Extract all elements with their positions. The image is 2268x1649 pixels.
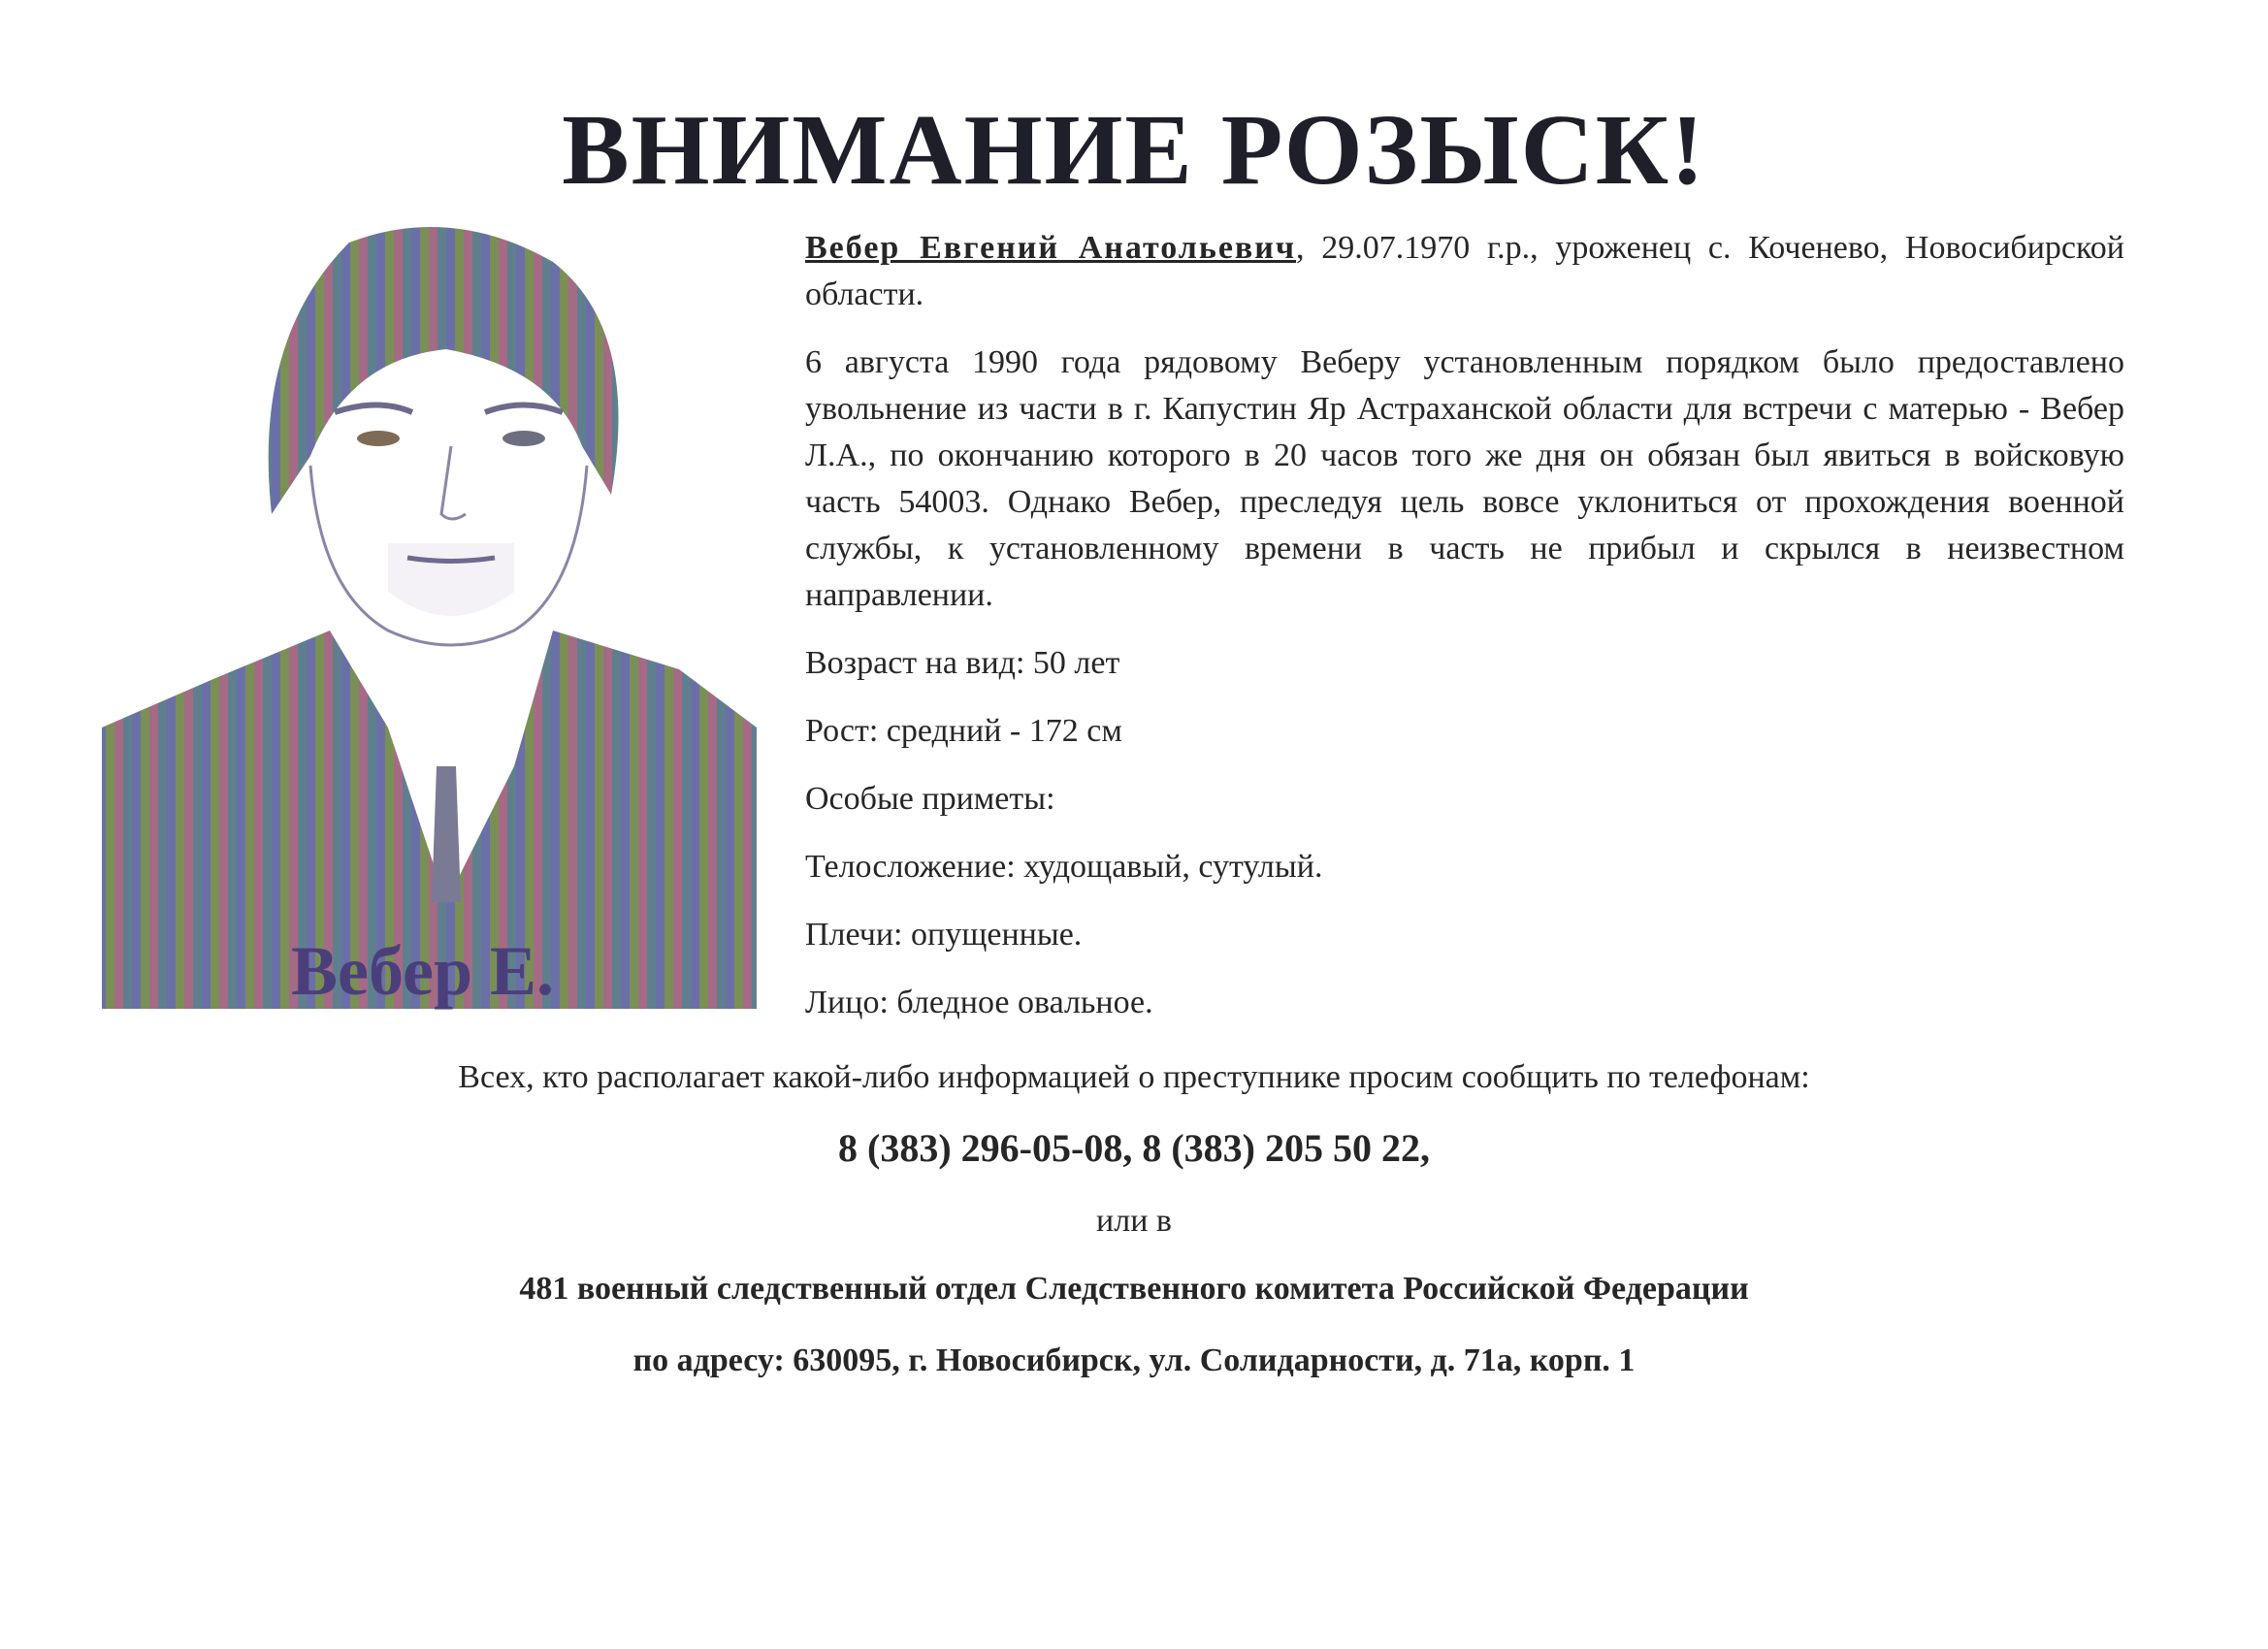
detail-marks: Особые приметы: (805, 781, 1055, 817)
contact-appeal: Всех, кто располагает какой-либо информацией о преступнике просим сообщить по телефонам: (458, 1059, 1810, 1095)
photo-caption: Вебер Е. (291, 932, 555, 1010)
detail-age: Возраст на вид: 50 лет (805, 645, 1120, 681)
detail-shoulders: Плечи: опущенные. (805, 917, 1083, 953)
suspect-info (805, 225, 2124, 1048)
detail-face: Лицо: бледное овальное. (805, 985, 1153, 1020)
poster-title: ВНИМАНИЕ РОЗЫСК! (562, 94, 1706, 206)
detail-height: Рост: средний - 172 см (805, 713, 1122, 749)
person-line (805, 225, 2124, 318)
suspect-portrait-image (97, 223, 761, 1009)
person-birth-info: , 29.07.1970 г.р., уроженец с. Коченево, Новосибирской области. (805, 230, 2124, 312)
case-description: 6 августа 1990 года рядовому Веберу установленным порядком было предоставлено увольнение из части в г. Капустин Яр Астраханской области для встречи с матерью - Вебер Л.А., по окончанию которого в 20 часов того же дня он обязан был явиться в войсковую часть 54003. Однако Вебер, преследуя цель вовсе уклониться от прохождения военной службы, к установленному времени в часть не прибыл и скрылся в неизвестном направлении. (805, 344, 2124, 613)
detail-build: Телосложение: худощавый, сутулый. (805, 849, 1323, 885)
person-name: Вебер Евгений Анатольевич (805, 230, 1297, 266)
suspect-photo (97, 223, 761, 1009)
contact-address: по адресу: 630095, г. Новосибирск, ул. Солидарности, д. 71а, корп. 1 (632, 1342, 1636, 1378)
contact-phones: 8 (383) 296-05-08, 8 (383) 205 50 22, (838, 1126, 1430, 1170)
contact-or: или в (1096, 1203, 1172, 1239)
contact-organization: 481 военный следственный отдел Следственного комитета Российской Федерации (519, 1271, 1749, 1307)
